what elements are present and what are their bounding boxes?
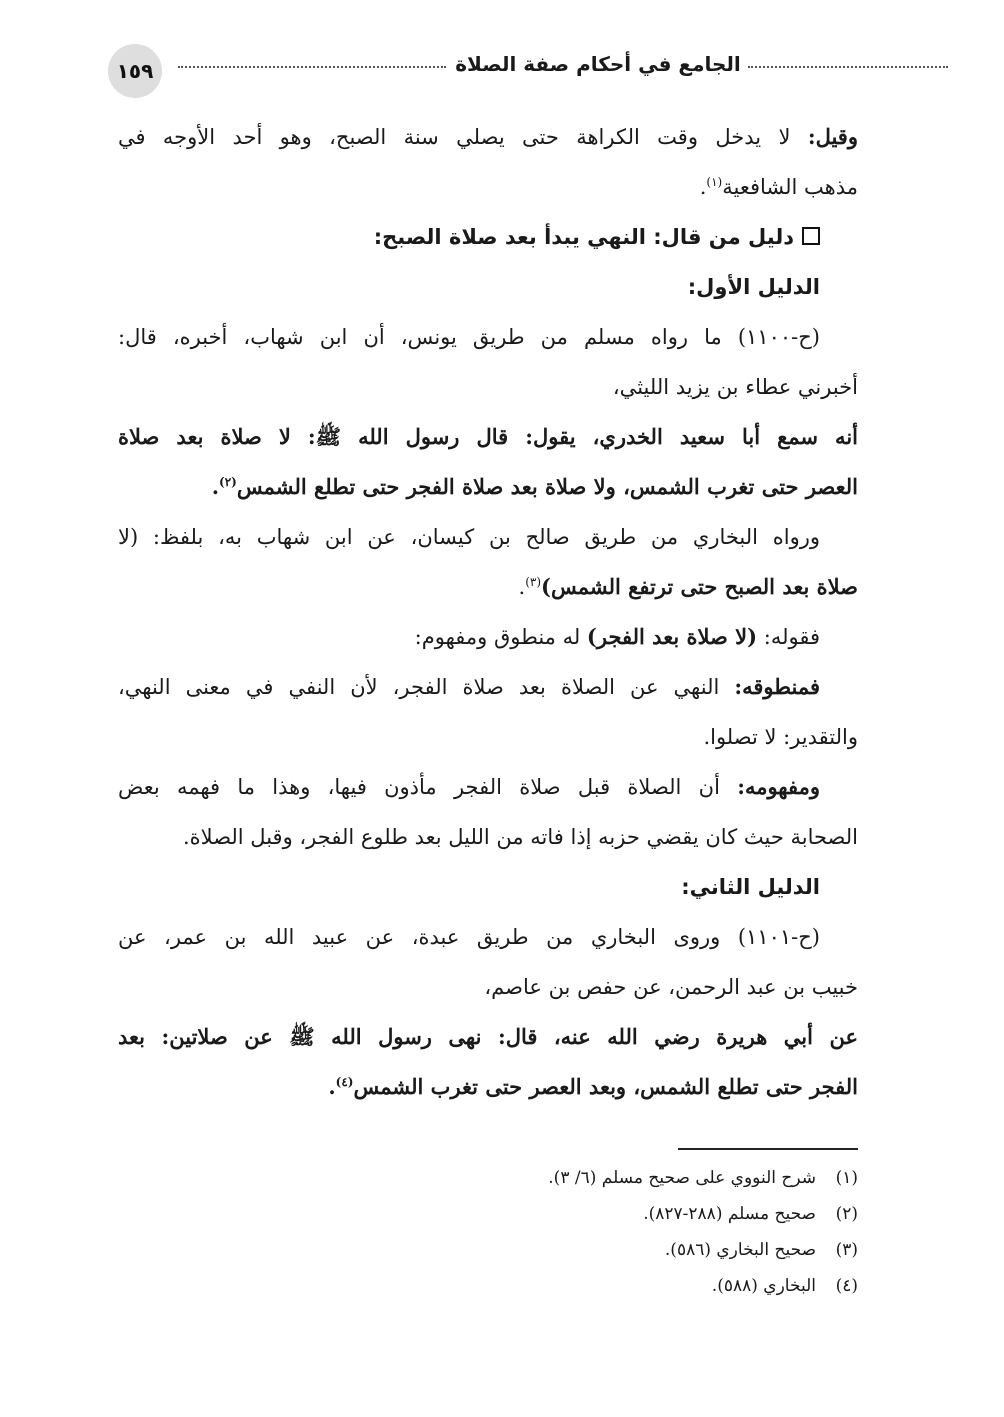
footnote-number: (١): [835, 1168, 858, 1188]
text-span: (ح-١١٠٠) ما رواه مسلم من طريق يونس، أن ابن شهاب، أخبره، قال:: [118, 325, 820, 349]
paragraph-line: [118, 712, 858, 762]
checkbox-square-icon: [802, 227, 820, 245]
heading-text: الدليل الثاني:: [681, 875, 820, 899]
footnote-item: [300, 1196, 858, 1232]
footnotes: [300, 1160, 858, 1304]
hadith-line: [118, 462, 858, 512]
running-header: [108, 40, 858, 100]
text-span: عن أبي هريرة رضي الله عنه، قال: نهى رسول الله ﷺ عن صلاتين: بعد: [118, 1024, 858, 1049]
paragraph-line: [118, 612, 858, 662]
footnote-ref[interactable]: (٢): [219, 475, 237, 489]
paragraph-line: [118, 912, 858, 962]
footnote-item: [300, 1160, 858, 1196]
footnote-number: (٢): [835, 1204, 858, 1224]
text-span: .: [518, 575, 526, 599]
paragraph-line: [118, 962, 858, 1012]
footnote-ref[interactable]: (٣): [525, 575, 542, 589]
hadith-line: [118, 1062, 858, 1112]
text-span: أخبرني عطاء بن يزيد الليثي،: [612, 375, 858, 399]
hadith-line: [118, 1012, 858, 1062]
footnote-number: (٤): [835, 1276, 858, 1296]
text-span: النهي عن الصلاة بعد صلاة الفجر، لأن النفي في معنى النهي،: [118, 675, 735, 699]
footnote-ref[interactable]: (٤): [335, 1075, 354, 1089]
footnote-item: [300, 1232, 858, 1268]
header-dotted-leader: [178, 66, 446, 68]
text-span: خبيب بن عبد الرحمن، عن حفص بن عاصم،: [484, 975, 858, 999]
footnote-number: (٣): [835, 1240, 858, 1260]
footnote-item: [300, 1268, 858, 1304]
paragraph-line: [118, 162, 858, 212]
text-span: والتقدير: لا تصلوا.: [703, 725, 858, 749]
text-span: أن الصلاة قبل صلاة الفجر مأذون فيها، وهذا ما فهمه بعض: [118, 775, 738, 799]
text-span: لا يدخل وقت الكراهة حتى يصلي سنة الصبح، وهو أحد الأوجه في: [118, 125, 808, 149]
text-span: مذهب الشافعية: [722, 175, 858, 199]
footnote-separator: [678, 1148, 858, 1150]
bold-lead: فمنطوقه:: [734, 674, 820, 699]
heading-text: دليل من قال: النهي يبدأ بعد صلاة الصبح:: [373, 225, 794, 249]
text-span: أنه سمع أبا سعيد الخدري، يقول: قال رسول الله ﷺ: لا صلاة بعد صلاة: [118, 424, 858, 449]
footnote-ref[interactable]: (١): [706, 175, 723, 189]
footnote-text: صحيح مسلم (٢٨٨-٨٢٧).: [643, 1204, 816, 1224]
text-span: له منطوق ومفهوم:: [414, 625, 587, 649]
section-heading: [118, 262, 858, 312]
paragraph-line: [118, 562, 858, 612]
paragraph-line: [118, 762, 858, 812]
text-span: الفجر حتى تطلع الشمس، وبعد العصر حتى تغرب الشمس: [353, 1074, 858, 1099]
paragraph-line: [118, 512, 858, 562]
page-number: ١٥٩: [108, 44, 162, 98]
text-span: (لا صلاة بعد الفجر): [586, 624, 758, 649]
paragraph-line: [118, 312, 858, 362]
text-span: العصر حتى تغرب الشمس، ولا صلاة بعد صلاة الفجر حتى تطلع الشمس: [236, 474, 858, 499]
paragraph-line: [118, 362, 858, 412]
footnote-text: صحيح البخاري (٥٨٦).: [664, 1240, 816, 1260]
footnote-text: البخاري (٥٨٨).: [711, 1276, 816, 1296]
book-title: الجامع في أحكام صفة الصلاة: [455, 52, 741, 76]
bold-lead: وقيل:: [807, 124, 858, 149]
paragraph-line: [118, 812, 858, 862]
text-span: .: [699, 175, 707, 199]
hadith-line: [118, 412, 858, 462]
text-span: (ح-١١٠١) وروى البخاري من طريق عبدة، عن عبيد الله بن عمر، عن: [118, 925, 820, 949]
section-heading: [118, 212, 858, 262]
bold-lead: ومفهومه:: [737, 774, 820, 799]
text-span: صلاة بعد الصبح حتى ترتفع الشمس): [541, 574, 858, 599]
paragraph-line: [118, 112, 858, 162]
header-dotted-leader: [748, 66, 948, 68]
text-span: فقوله:: [757, 625, 820, 649]
text-span: الصحابة حيث كان يقضي حزبه إذا فاته من الليل بعد طلوع الفجر، وقبل الصلاة.: [182, 825, 858, 849]
paragraph-line: [118, 662, 858, 712]
text-span: .: [211, 474, 220, 499]
heading-text: الدليل الأول:: [687, 275, 820, 299]
text-span: ورواه البخاري من طريق صالح بن كيسان، عن ابن شهاب به، بلفظ: (لا: [118, 525, 820, 549]
footnote-text: شرح النووي على صحيح مسلم (٦/ ٣).: [548, 1168, 816, 1188]
text-span: .: [328, 1074, 336, 1099]
main-text: [118, 112, 858, 1112]
section-heading: [118, 862, 858, 912]
